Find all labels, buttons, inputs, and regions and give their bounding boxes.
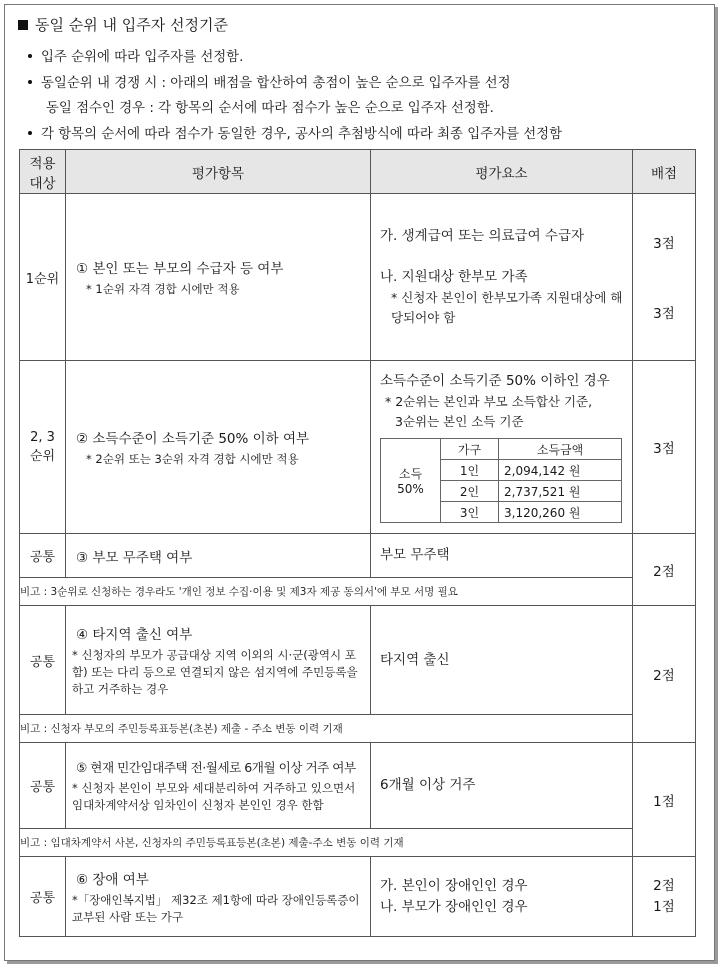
- element-main: 소득수준이 소득기준 50% 이하인 경우: [380, 373, 610, 389]
- points-a: 3점: [653, 236, 675, 252]
- row-element: [371, 606, 633, 715]
- table-row: [20, 857, 696, 937]
- table-row: [20, 534, 696, 578]
- row-item: [66, 606, 371, 715]
- item-note: * 신청자의 부모가 공급대상 지역 이외의 시·군(광역시 포함) 또는 다리 등으로 연결되지 않은 섬지역에 주민등록을 하고 거주하는 경우: [72, 647, 358, 696]
- row-target: 공통: [20, 743, 66, 829]
- table-row: [20, 743, 696, 829]
- element-b: 나. 부모가 장애인인 경우: [380, 898, 528, 915]
- bullet-text: 동일순위 내 경쟁 시 : 아래의 배점을 합산하여 총점이 높은 순으로 입주자를 선정: [41, 76, 511, 91]
- row-item: [66, 194, 371, 361]
- row-target: 공통: [20, 857, 66, 937]
- row-points: 2점: [633, 606, 696, 743]
- row-target: 공통: [20, 534, 66, 578]
- remark-text: 비고 : 임대차계약서 사본, 신청자의 주민등록표등본(초본) 제출-주소 변동 이력 기재: [20, 829, 633, 857]
- element-a: 가. 본인이 장애인인 경우: [380, 877, 528, 894]
- item-title: ⑤ 현재 민간임대주택 전·월세로 6개월 이상 거주 여부: [76, 760, 356, 775]
- income-household: 1인: [441, 460, 499, 481]
- item-note: * 1순위 자격 경합 시에만 적용: [86, 281, 240, 296]
- col-header-text: 대상: [29, 175, 56, 192]
- points-b: 1점: [653, 898, 675, 915]
- table-row: [20, 194, 696, 361]
- element-note: 3순위는 본인 소득 기준: [395, 414, 524, 429]
- row-points: 3점: [633, 361, 696, 534]
- row-item: [66, 361, 371, 534]
- row-element: [371, 194, 633, 361]
- col-header-element: 평가요소: [371, 150, 633, 194]
- row-points: [633, 857, 696, 937]
- element-note: * 신청자 본인이 한부모가족 지원대상에 해당되어야 함: [391, 290, 623, 325]
- remark-row: [20, 715, 696, 743]
- row-points: 2점: [633, 534, 696, 606]
- income-header-household: 가구: [441, 439, 499, 460]
- income-amount: 2,737,521 원: [499, 481, 622, 502]
- income-label-text: 소득: [398, 467, 423, 481]
- remark-row: [20, 578, 696, 606]
- col-header-points: 배점: [633, 150, 696, 194]
- section-title: [18, 14, 228, 35]
- bullet-continuation: 동일 점수인 경우 : 각 항목의 순서에 따라 점수가 높은 순으로 입주자 선정함.: [46, 101, 494, 116]
- remark-text: 비고 : 신청자 부모의 주민등록표등본(초본) 제출 - 주소 변동 이력 기재: [20, 715, 633, 743]
- table-row: [20, 606, 696, 715]
- bullet-text: 각 항목의 순서에 따라 점수가 동일한 경우, 공사의 추첨방식에 따라 최종 입주자를 선정함: [41, 127, 563, 142]
- row-target: 1순위: [20, 194, 66, 361]
- row-target: [20, 361, 66, 534]
- row-element: [371, 361, 633, 534]
- bullet-dot-icon: [28, 80, 32, 84]
- section-title-text: 동일 순위 내 입주자 선정기준: [35, 16, 228, 34]
- bullet-text: 입주 순위에 따라 입주자를 선정함.: [41, 50, 244, 65]
- element-a: 가. 생계급여 또는 의료급여 수급자: [380, 228, 585, 244]
- bullet-item: [28, 123, 562, 142]
- target-text: 순위: [29, 449, 56, 464]
- bullet-dot-icon: [28, 54, 32, 58]
- item-title: ④ 타지역 출신 여부: [76, 626, 193, 643]
- row-item: [66, 857, 371, 937]
- income-header-amount: 소득금액: [499, 439, 622, 460]
- item-title: ③ 부모 무주택 여부: [76, 549, 193, 566]
- row-target: 공통: [20, 606, 66, 715]
- row-points: 1점: [633, 743, 696, 857]
- income-household: 3인: [441, 502, 499, 523]
- element-main: 6개월 이상 거주: [380, 777, 476, 793]
- row-item: [66, 534, 371, 578]
- item-title: ⑥ 장애 여부: [76, 871, 149, 888]
- row-item: [66, 743, 371, 829]
- target-text: 2, 3: [30, 430, 55, 445]
- table-header-row: [20, 150, 696, 194]
- income-amount: 2,094,142 원: [499, 460, 622, 481]
- row-element: [371, 857, 633, 937]
- col-header-text: 적용: [29, 155, 56, 172]
- income-household: 2인: [441, 481, 499, 502]
- bullet-item: [28, 72, 511, 91]
- income-amount: 3,120,260 원: [499, 502, 622, 523]
- remark-row: [20, 829, 696, 857]
- income-label: [381, 439, 441, 523]
- item-title: ① 본인 또는 부모의 수급자 등 여부: [76, 260, 284, 277]
- item-note: *「장애인복지법」 제32조 제1항에 따라 장애인등록증이 교부된 사람 또는 가구: [72, 892, 360, 924]
- row-element: [371, 743, 633, 829]
- income-table: [380, 438, 622, 523]
- row-element: [371, 534, 633, 578]
- row-points: [633, 194, 696, 361]
- col-header-target: [20, 150, 66, 194]
- bullet-dot-icon: [28, 131, 32, 135]
- income-label-text: 50%: [397, 482, 424, 496]
- table-row: [20, 361, 696, 534]
- element-main: 타지역 출신: [380, 651, 450, 668]
- element-note: * 2순위는 본인과 부모 소득합산 기준,: [385, 394, 593, 409]
- remark-text: 비고 : 3순위로 신청하는 경우라도 '개인 정보 수집·이용 및 제3자 제공 동의서'에 부모 서명 필요: [20, 578, 633, 606]
- criteria-table: [19, 149, 696, 937]
- item-title: ② 소득수준이 소득기준 50% 이하 여부: [76, 430, 310, 447]
- points-b: 3점: [653, 306, 675, 322]
- item-note: * 2순위 또는 3순위 자격 경합 시에만 적용: [86, 451, 299, 466]
- col-header-item: 평가항목: [66, 150, 371, 194]
- element-main: 부모 무주택: [380, 547, 450, 563]
- points-a: 2점: [653, 877, 675, 894]
- square-bullet-icon: [18, 20, 28, 30]
- element-b: 나. 지원대상 한부모 가족: [380, 269, 528, 285]
- bullet-item: [28, 46, 243, 65]
- item-note: * 신청자 본인이 부모와 세대분리하여 거주하고 있으면서 임대차계약서상 임차인이 신청자 본인인 경우 한함: [72, 781, 356, 812]
